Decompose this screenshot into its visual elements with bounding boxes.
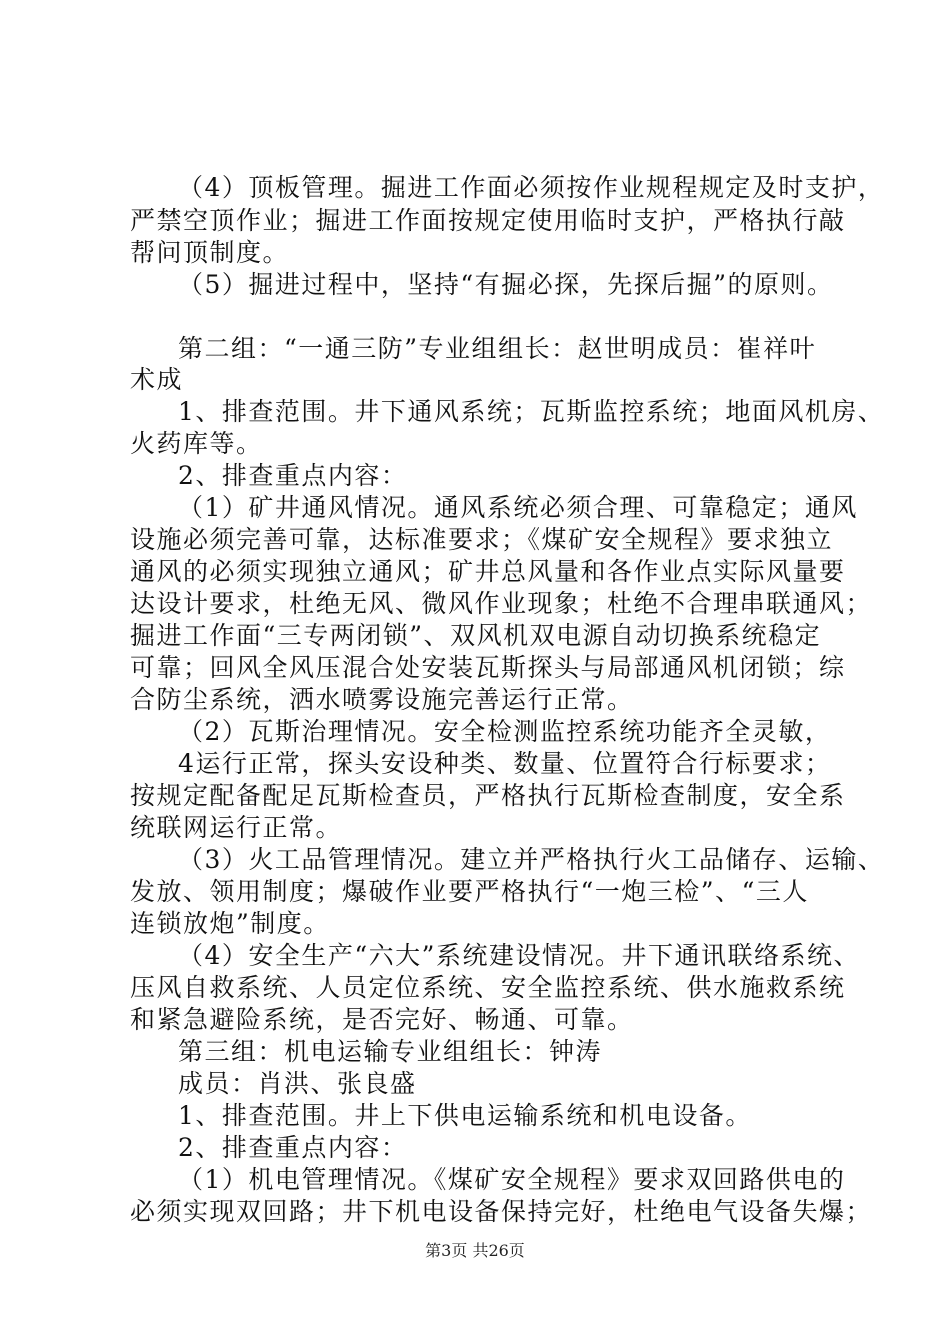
text-line: 成员：肖洪、张良盛 — [178, 1069, 417, 1098]
page-number-footer: 第3页 共26页 — [425, 1241, 525, 1260]
text-line: 火药库等。 — [130, 429, 263, 458]
text-line: 压风自救系统、人员定位系统、安全监控系统、供水施救系统 — [130, 973, 846, 1002]
text-line: 合防尘系统，洒水喷雾设施完善运行正常。 — [130, 685, 634, 714]
text-line: 帮问顶制度。 — [130, 238, 290, 267]
text-line: 设施必须完善可靠，达标准要求；《煤矿安全规程》要求独立 — [130, 525, 834, 554]
text-line: 连锁放炮”制度。 — [130, 909, 330, 938]
text-line: 2、排查重点内容： — [178, 1133, 408, 1162]
section-heading: 第三组：机电运输专业组组长：钟涛 — [178, 1037, 603, 1066]
text-line: （4）安全生产“六大”系统建设情况。井下通讯联络系统、 — [178, 941, 860, 970]
text-line: （1）矿井通风情况。通风系统必须合理、可靠稳定；通风 — [178, 493, 858, 522]
text-line: （4）顶板管理。掘进工作面必须按作业规程规定及时支护， — [178, 173, 885, 202]
text-line: 可靠；回风全风压混合处安装瓦斯探头与局部通风机闭锁；综 — [130, 653, 846, 682]
text-line: 2、排查重点内容： — [178, 461, 408, 490]
text-line: 通风的必须实现独立通风；矿井总风量和各作业点实际风量要 — [130, 557, 846, 586]
text-line: （5）掘进过程中，坚持“有掘必探，先探后掘”的原则。 — [178, 270, 834, 299]
text-line: （2）瓦斯治理情况。安全检测监控系统功能齐全灵敏， — [178, 717, 832, 746]
text-line: 1、排查范围。井下通风系统；瓦斯监控系统；地面风机房、 — [178, 397, 885, 426]
text-line: 4运行正常，探头安设种类、数量、位置符合行标要求； — [178, 749, 832, 778]
text-line: 统联网运行正常。 — [130, 813, 343, 842]
text-line: 和紧急避险系统，是否完好、畅通、可靠。 — [130, 1005, 634, 1034]
text-line: 严禁空顶作业；掘进工作面按规定使用临时支护，严格执行敲 — [130, 206, 846, 235]
text-line: 掘进工作面“三专两闭锁”、双风机双电源自动切换系统稳定 — [130, 621, 822, 650]
text-line: 1、排查范围。井上下供电运输系统和机电设备。 — [178, 1101, 752, 1130]
text-line: 术成 — [130, 365, 184, 394]
text-line: （3）火工品管理情况。建立并严格执行火工品储存、运输、 — [178, 845, 885, 874]
text-line: 按规定配备配足瓦斯检查员，严格执行瓦斯检查制度，安全系 — [130, 781, 846, 810]
text-line: 必须实现双回路；井下机电设备保持完好，杜绝电气设备失爆； — [130, 1197, 873, 1226]
text-line: （1）机电管理情况。《煤矿安全规程》要求双回路供电的 — [178, 1165, 846, 1194]
text-line: 达设计要求，杜绝无风、微风作业现象；杜绝不合理串联通风； — [130, 589, 873, 618]
text-line: 发放、领用制度；爆破作业要严格执行“一炮三检”、“三人 — [130, 877, 809, 906]
section-heading: 第二组：“一通三防”专业组组长：赵世明成员：崔祥叶 — [178, 334, 817, 363]
